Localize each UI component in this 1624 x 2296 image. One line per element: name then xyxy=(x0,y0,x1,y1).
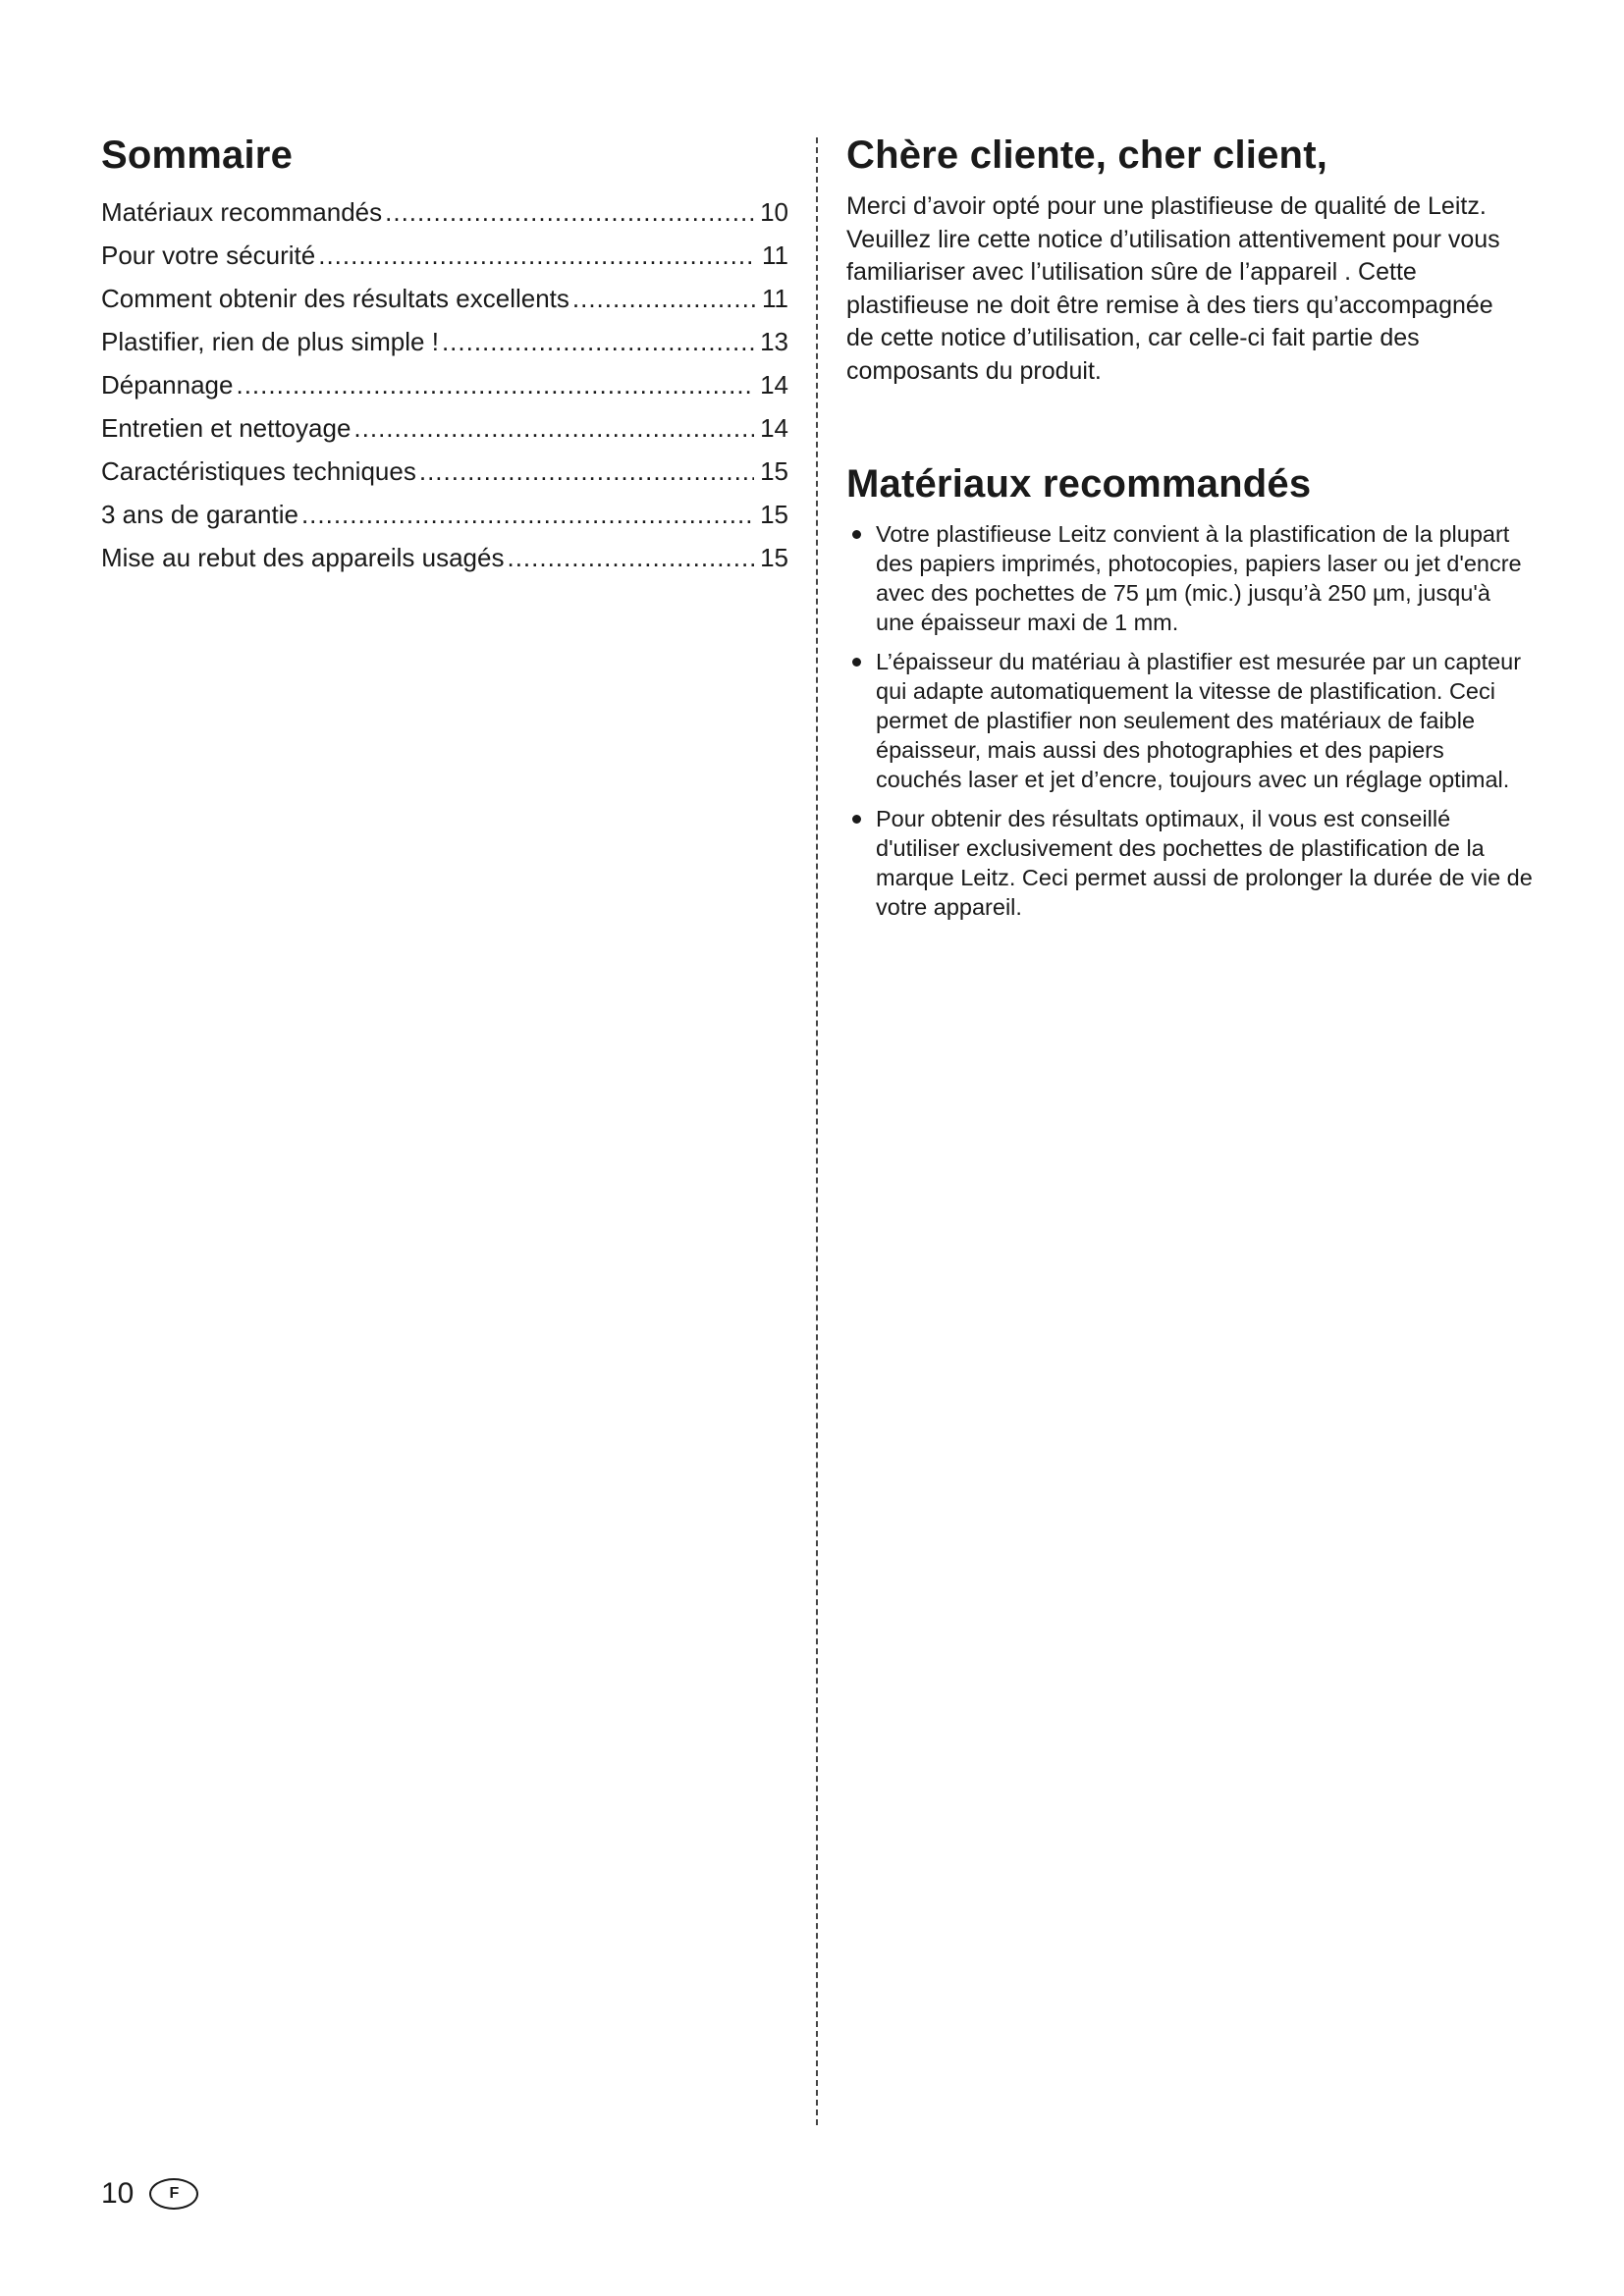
materials-bullet-item xyxy=(846,519,1534,637)
toc-entry-label: Pour votre sécurité xyxy=(101,240,316,270)
toc-entry-label: Entretien et nettoyage xyxy=(101,413,352,443)
toc-entry xyxy=(101,234,788,277)
toc-dot-leader xyxy=(301,493,754,536)
materials-title: Matériaux recommandés xyxy=(846,462,1312,506)
page-number: 10 xyxy=(101,2177,135,2210)
toc-dot-leader xyxy=(507,536,754,579)
toc-dot-leader xyxy=(442,320,754,363)
bullet-point-icon xyxy=(852,658,861,667)
toc-entry-page: 13 xyxy=(760,327,788,356)
toc-entry-page: 15 xyxy=(760,456,788,486)
table-of-contents xyxy=(101,128,788,579)
bullet-text: L’épaisseur du matériau à plastifier est mesurée par un capteur qui adapte automatiquement la vitesse de plastification. Ceci permet de plastifier non seulement des matériaux de faible épaisseur, mais aussi des photographies et des papiers couchés laser et jet d’encre, toujours avec un réglage optimal. xyxy=(876,649,1522,792)
toc-entry xyxy=(101,450,788,493)
toc-dot-leader xyxy=(236,363,754,406)
bullet-text: Votre plastifieuse Leitz convient à la plastification de la plupart des papiers imprimés, photocopies, papiers laser ou jet d'encre avec des pochettes de 75 µm (mic.) jusqu’à 250 µm, jusqu'à une épaisseur maxi de 1 mm. xyxy=(876,521,1522,635)
column-divider xyxy=(816,137,818,2125)
toc-entry-page: 11 xyxy=(762,240,788,270)
toc-entry xyxy=(101,536,788,579)
materials-bullet-item xyxy=(846,804,1534,922)
toc-entry-label: Caractéristiques techniques xyxy=(101,456,416,486)
toc-entry-page: 15 xyxy=(760,500,788,529)
right-column xyxy=(846,128,1534,932)
bullet-point-icon xyxy=(852,815,861,824)
toc-list xyxy=(101,190,788,579)
toc-entry-page: 11 xyxy=(762,284,788,313)
toc-entry-label: Plastifier, rien de plus simple ! xyxy=(101,327,439,356)
materials-section xyxy=(846,456,1534,922)
toc-entry xyxy=(101,320,788,363)
toc-entry-page: 14 xyxy=(760,370,788,400)
bullet-text: Pour obtenir des résultats optimaux, il vous est conseillé d'utiliser exclusivement des pochettes de plastification de la marque Leitz. Ceci permet aussi de prolonger la durée de vie de votre appareil. xyxy=(876,806,1533,920)
toc-entry xyxy=(101,363,788,406)
toc-entry xyxy=(101,190,788,234)
toc-dot-leader xyxy=(419,450,754,493)
toc-dot-leader xyxy=(318,234,756,277)
toc-entry-label: Matériaux recommandés xyxy=(101,197,383,227)
toc-dot-leader xyxy=(572,277,756,320)
toc-entry xyxy=(101,406,788,450)
intro-paragraph: Merci d’avoir opté pour une plastifieuse de qualité de Leitz. Veuillez lire cette notice d’utilisation attentivement pour vous familiariser avec l’utilisation sûre de l’appareil . Cette plastifieuse ne doit être remise à des tiers qu’accompagnée de cette notice d’utilisation, car celle-ci fait partie des composants du produit. xyxy=(846,192,1500,385)
materials-bullet-item xyxy=(846,647,1534,794)
toc-entry-page: 14 xyxy=(760,413,788,443)
toc-title: Sommaire xyxy=(101,133,294,177)
toc-entry-page: 15 xyxy=(760,543,788,572)
toc-entry-label: Comment obtenir des résultats excellents xyxy=(101,284,569,313)
materials-bullet-list xyxy=(846,519,1534,922)
intro-title: Chère cliente, cher client, xyxy=(846,133,1328,177)
toc-entry-page: 10 xyxy=(760,197,788,227)
toc-dot-leader xyxy=(353,406,754,450)
page-footer xyxy=(101,2177,198,2211)
toc-entry-label: Mise au rebut des appareils usagés xyxy=(101,543,505,572)
toc-entry-label: 3 ans de garantie xyxy=(101,500,298,529)
toc-entry xyxy=(101,277,788,320)
toc-entry-label: Dépannage xyxy=(101,370,234,400)
bullet-point-icon xyxy=(852,530,861,539)
intro-section xyxy=(846,128,1534,388)
toc-entry xyxy=(101,493,788,536)
toc-dot-leader xyxy=(385,190,754,234)
language-badge: F xyxy=(149,2178,198,2210)
